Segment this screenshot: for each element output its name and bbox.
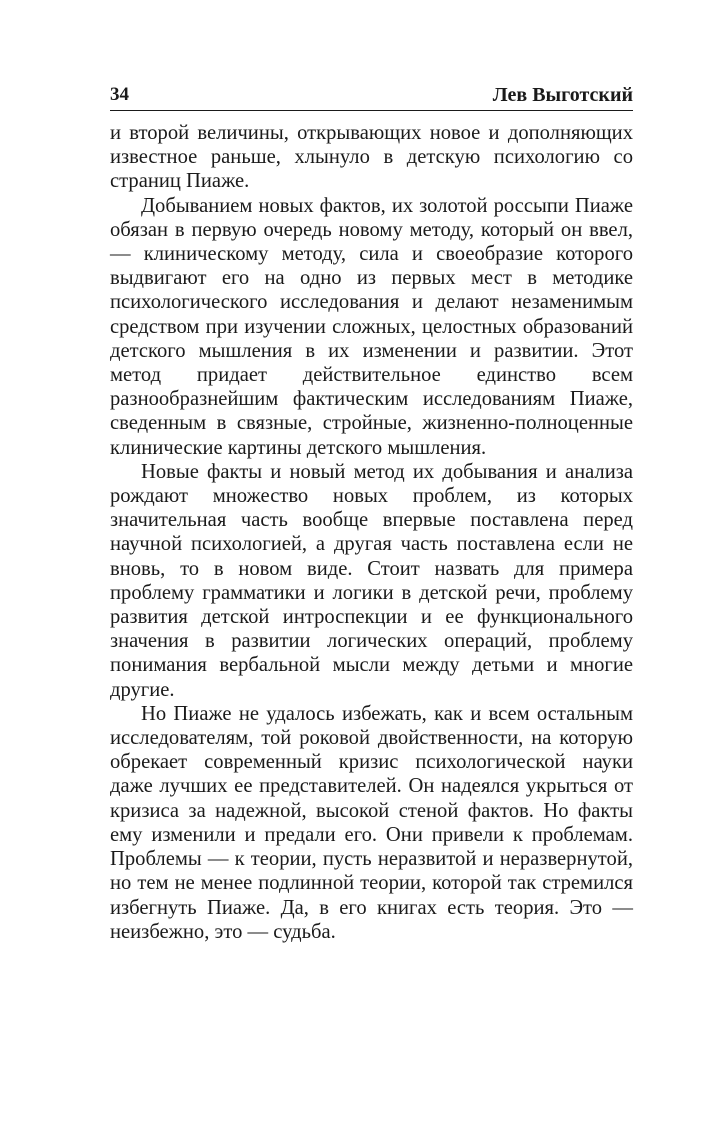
book-page — [110, 80, 633, 944]
paragraph-1: и второй величины, открывающих новое и дополняющих известное раньше, хлынуло в детскую психологию со страниц Пиаже. — [110, 122, 633, 193]
paragraph-3: Новые факты и новый метод их добывания и анализа рождают множество новых проблем, из которых значительная часть вообще впервые поставлена перед научной психологией, а другая часть поставлена если не вновь, то в новом виде. Стоит назвать для примера проблему грамматики и логики в детской речи, проблему развития детской интроспекции и ее функционального значения в развитии логических операций, проблему понимания вербальной мысли между детьми и многие другие. — [110, 460, 633, 701]
paragraph-2: Добыванием новых фактов, их золотой россыпи Пиаже обязан в первую очередь новому методу, который он ввел, — клиническому методу, сила и своеобразие которого выдвигают его на одно из первых мест в методике психологического исследования и делают незаменимым средством при изучении сложных, целостных образований детского мышления в их изменении и развитии. Этот метод придает действительное единство всем разнообразнейшим фактическим исследованиям Пиаже, сведенным в связные, стройные, жизненно-полноценные клинические картины детского мышления. — [110, 194, 633, 459]
body-text — [110, 121, 633, 944]
running-head — [110, 80, 633, 111]
page-number: 34 — [110, 84, 129, 105]
running-title: Лев Выготский — [492, 84, 633, 106]
paragraph-4: Но Пиаже не удалось избежать, как и всем остальным исследователям, той роковой двойственности, на которую обрекает современный кризис психологической науки даже лучших ее представителей. Он надеялся укрыться от кризиса за надежной, высокой стеной фактов. Но факты ему изменили и предали его. Они привели к проблемам. Проблемы — к теории, пусть неразвитой и неразвернутой, но тем не менее подлинной теории, которой так стремился избегнуть Пиаже. Да, в его книгах есть теория. Это — неизбежно, это — судьба. — [110, 702, 633, 943]
